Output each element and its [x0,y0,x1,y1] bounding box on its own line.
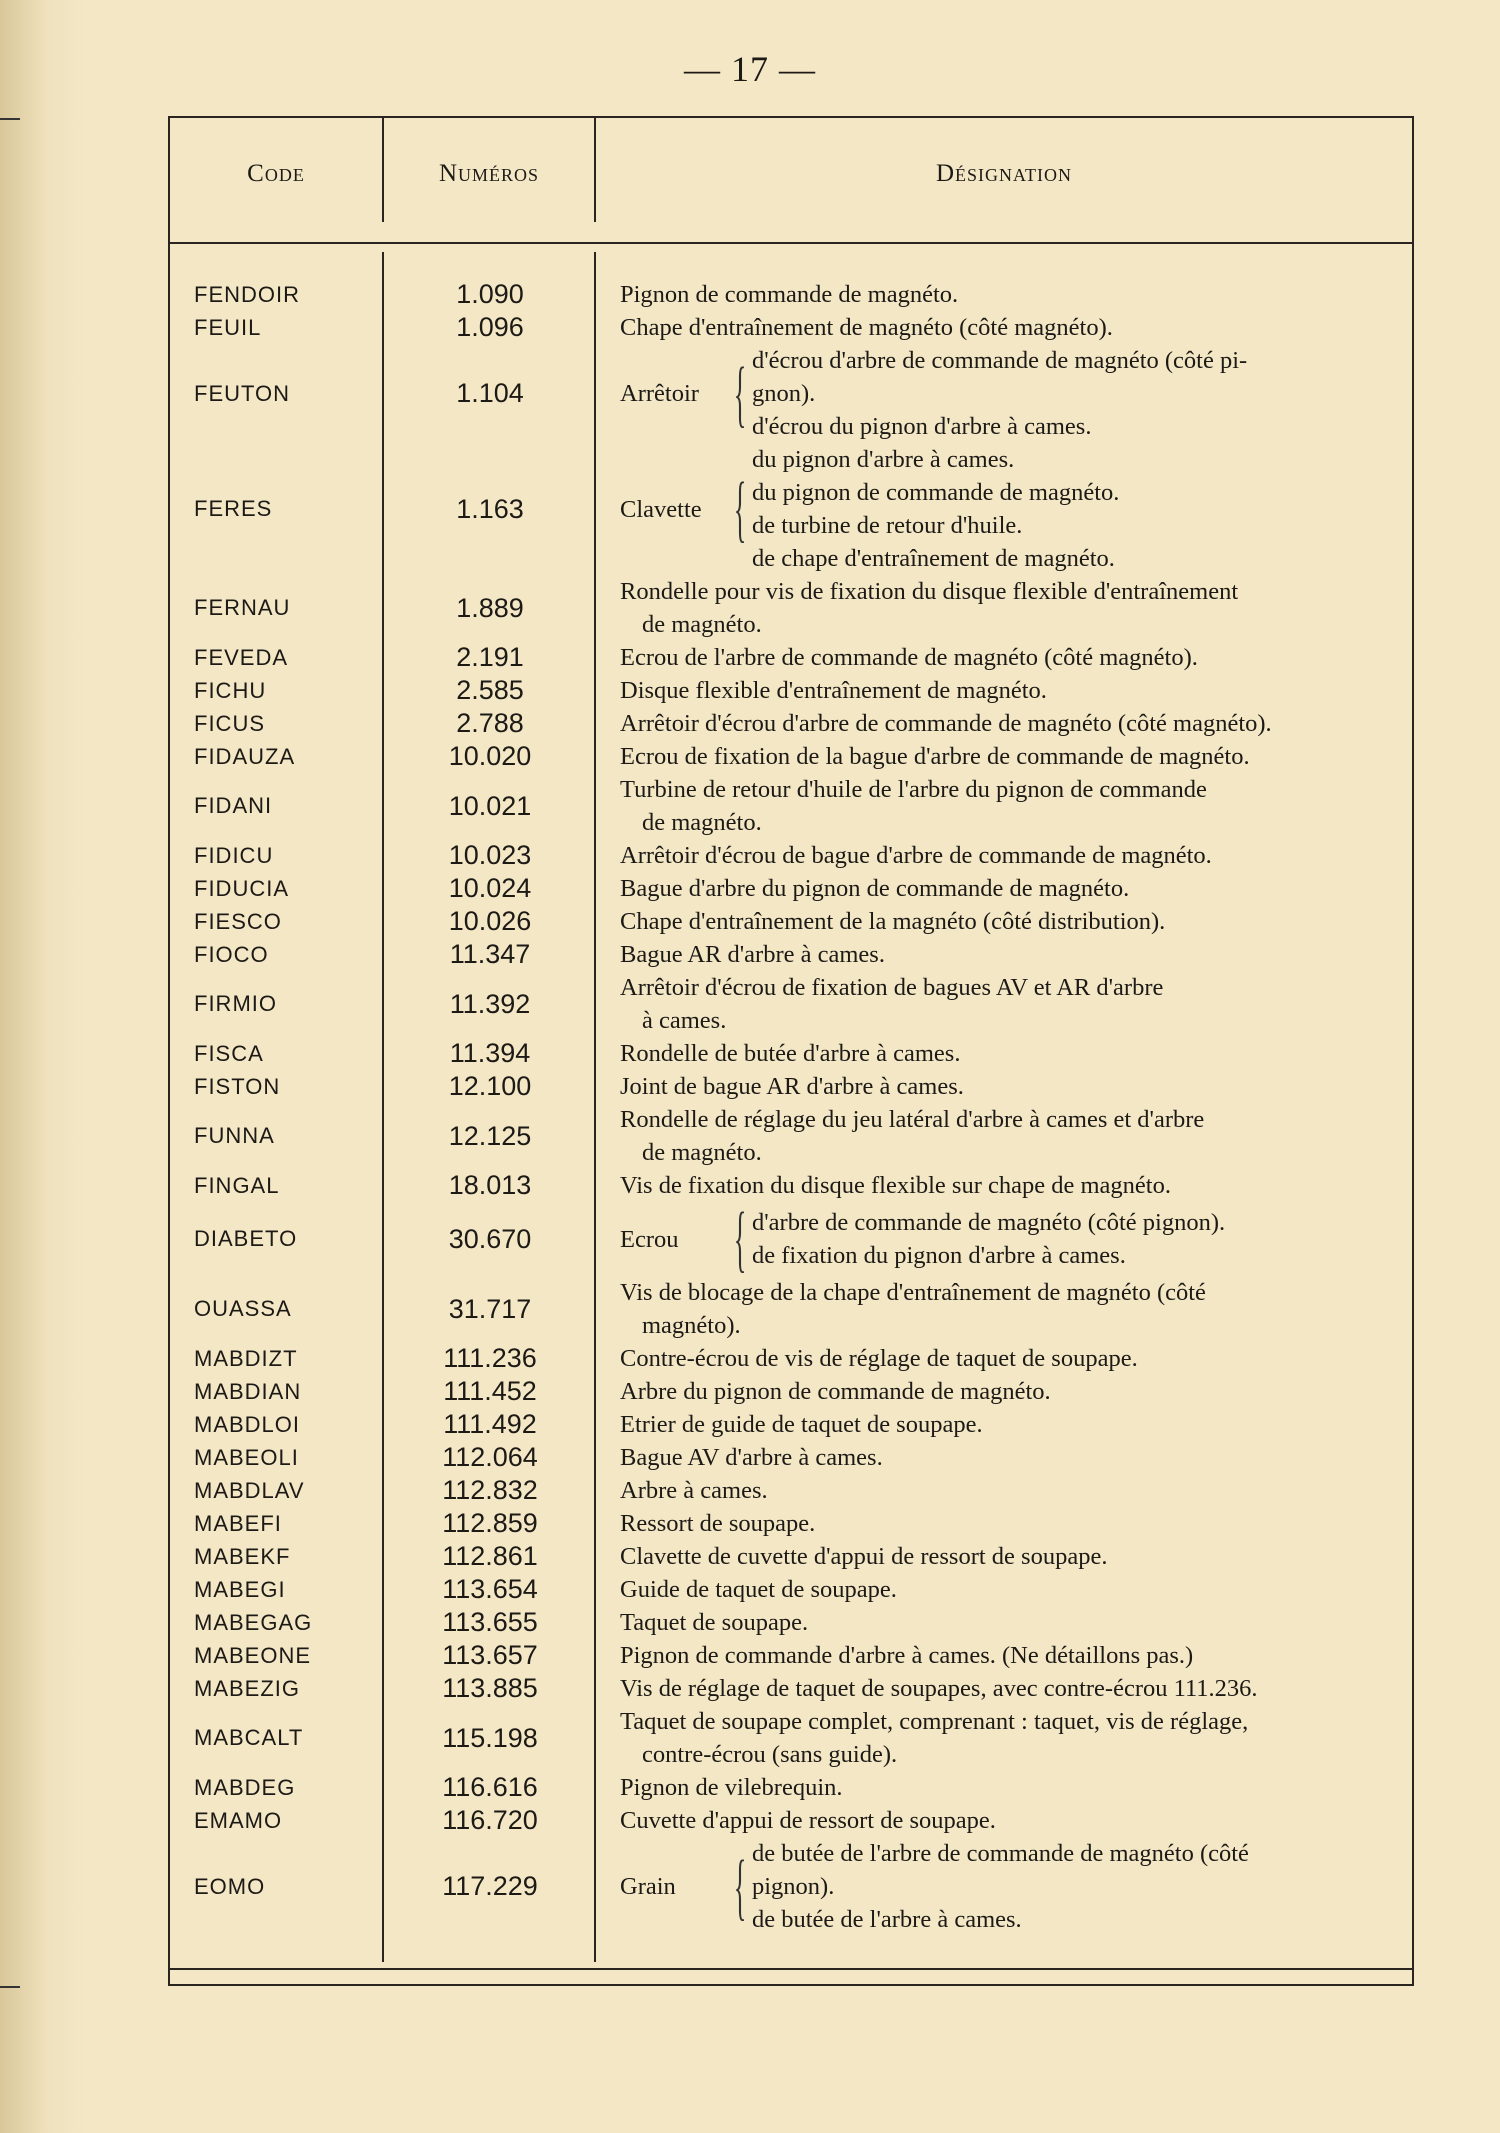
designation-continuation: contre-écrou (sans guide). [642,1741,898,1768]
bottom-rule [170,1968,1412,1970]
designation-cell [596,971,1412,1037]
group-item: d'écrou du pignon d'arbre à cames. [752,413,1092,440]
spine-line [0,1986,20,1988]
designation-line: Pignon de commande d'arbre à cames. (Ne détaillons pas.) [620,1642,1194,1669]
group-item: de butée de l'arbre de commande de magnéto (côté [752,1840,1249,1867]
code-cell: FEUTON [194,380,291,406]
table-row [170,1474,1412,1507]
code-cell: MABEKF [194,1543,291,1569]
designation-line: Joint de bague AR d'arbre à cames. [620,1073,964,1100]
table-row [170,1408,1412,1441]
number-cell: 12.100 [448,1071,532,1101]
number-cell: 10.024 [448,873,532,903]
designation-cell [596,278,1412,311]
table-row [170,1705,1412,1771]
number-cell: 2.585 [456,675,524,705]
number-cell: 113.655 [442,1607,538,1637]
number-cell: 111.492 [443,1409,537,1439]
designation-cell [596,1474,1412,1507]
group-items [752,344,1390,443]
designation-continuation: de magnéto. [642,809,762,836]
number-cell: 1.889 [456,592,524,623]
designation-group [620,443,1390,575]
designation-cell [596,1507,1412,1540]
number-cell: 11.392 [449,988,531,1019]
designation-line: Ecrou de l'arbre de commande de magnéto (côté magnéto). [620,644,1198,671]
designation-line: Vis de blocage de la chape d'entraînement de magnéto (côté [620,1279,1206,1306]
designation-cell [596,872,1412,905]
table-row [170,1441,1412,1474]
group-label: Arrêtoir [620,380,699,407]
header-designation: Désignation [935,160,1073,187]
number-cell: 112.861 [442,1541,538,1571]
header-rule [170,242,1412,244]
designation-cell [596,1070,1412,1103]
code-cell: FEUIL [194,314,262,340]
designation-line: Bague AR d'arbre à cames. [620,941,885,968]
designation-cell [596,1672,1412,1705]
group-item: d'écrou d'arbre de commande de magnéto (côté pi- [752,347,1248,374]
designation-line: Pignon de commande de magnéto. [620,281,959,308]
designation-continuation: de magnéto. [642,611,762,638]
designation-cell [596,1103,1412,1169]
page-number: — 17 — [684,49,816,89]
code-cell: FUNNA [194,1123,275,1148]
table-row [170,1070,1412,1103]
designation-line: Arrêtoir d'écrou de bague d'arbre de commande de magnéto. [620,842,1212,869]
designation-cell [596,1705,1412,1771]
table-row [170,707,1412,740]
number-cell: 117.229 [442,1871,538,1901]
number-cell: 10.020 [448,741,532,771]
designation-line: Disque flexible d'entraînement de magnéto. [620,677,1047,704]
code-cell: FICUS [194,710,265,736]
table-row [170,1804,1412,1837]
table-row [170,1276,1412,1342]
number-cell: 10.021 [448,790,532,821]
group-item: gnon). [752,380,816,407]
group-item: du pignon d'arbre à cames. [752,446,1015,473]
designation-cell [596,641,1412,674]
designation-cell [596,1408,1412,1441]
code-cell: FISCA [194,1040,264,1066]
designation-line: Contre-écrou de vis de réglage de taquet de soupape. [620,1345,1138,1372]
designation-line: Rondelle pour vis de fixation du disque flexible d'entraînement [620,578,1239,605]
number-cell: 113.654 [442,1574,538,1604]
designation-cell [596,1169,1412,1202]
number-cell: 2.788 [456,708,524,738]
number-cell: 1.090 [456,279,524,309]
group-label: Grain [620,1873,676,1900]
designation-cell [596,740,1412,773]
code-cell: MABDIZT [194,1345,298,1371]
number-cell: 116.616 [442,1772,538,1802]
table-row [170,1606,1412,1639]
designation-cell [596,1540,1412,1573]
brace-symbol: { [733,352,747,435]
header-code: Code [247,160,305,187]
number-cell: 113.885 [442,1673,538,1703]
table-row [170,1198,1412,1280]
brace-symbol: { [733,1198,747,1280]
code-cell: MABDLAV [194,1477,305,1503]
code-cell: MABEONE [194,1642,312,1668]
designation-cell [596,1606,1412,1639]
code-cell: FERNAU [194,595,291,620]
code-cell: MABEOLI [194,1444,299,1470]
designation-group [620,1837,1390,1936]
table-row [170,1837,1412,1936]
table-row [170,1540,1412,1573]
group-items [752,1206,1390,1272]
designation-line: Arbre du pignon de commande de magnéto. [620,1378,1051,1405]
designation-line: Arrêtoir d'écrou d'arbre de commande de magnéto (côté magnéto). [620,710,1272,737]
table-row [170,839,1412,872]
table-row [170,1507,1412,1540]
designation-line: Etrier de guide de taquet de soupape. [620,1411,983,1438]
designation-line: Turbine de retour d'huile de l'arbre du pignon de commande [620,776,1207,803]
designation-cell [596,344,1412,443]
designation-cell [596,1771,1412,1804]
code-cell: FEVEDA [194,644,289,670]
code-cell: FICHU [194,677,267,703]
group-items [752,1837,1390,1936]
code-cell: MABEZIG [194,1675,301,1701]
code-cell: MABDEG [194,1774,296,1800]
number-cell: 111.452 [443,1376,537,1406]
group-items [752,443,1390,575]
header-numeros: Numéros [438,160,540,187]
designation-cell [596,839,1412,872]
table-row [170,575,1412,641]
group-item: de chape d'entraînement de magnéto. [752,545,1115,572]
designation-line: Arbre à cames. [620,1477,768,1504]
table-row [170,443,1412,575]
code-cell: EOMO [194,1873,266,1899]
table-row [170,938,1412,971]
group-item: de turbine de retour d'huile. [752,512,1023,539]
group-item: d'arbre de commande de magnéto (côté pignon). [752,1209,1226,1236]
number-cell: 1.096 [456,312,524,342]
code-cell: FENDOIR [194,281,300,307]
designation-cell [596,905,1412,938]
brace-symbol: { [733,1845,747,1928]
parts-table [168,116,1414,1986]
spine-line [0,118,20,120]
designation-group [620,1198,1390,1280]
table-row [170,641,1412,674]
designation-continuation: de magnéto. [642,1139,762,1166]
group-item: de fixation du pignon d'arbre à cames. [752,1242,1126,1269]
number-cell: 10.023 [448,840,532,870]
table-row [170,1037,1412,1070]
designation-cell [596,1342,1412,1375]
table-body [170,278,1412,1936]
designation-line: Ecrou de fixation de la bague d'arbre de commande de magnéto. [620,743,1250,770]
designation-line: Taquet de soupape complet, comprenant : taquet, vis de réglage, [620,1708,1249,1735]
designation-cell [596,773,1412,839]
designation-line: Clavette de cuvette d'appui de ressort de soupape. [620,1543,1108,1570]
number-cell: 113.657 [442,1640,538,1670]
designation-line: Bague AV d'arbre à cames. [620,1444,883,1471]
designation-cell [596,1837,1412,1936]
table-row [170,1103,1412,1169]
table-row [170,773,1412,839]
table-row [170,1375,1412,1408]
number-cell: 18.013 [448,1170,532,1200]
group-item: pignon). [752,1873,835,1900]
number-cell: 112.859 [442,1508,538,1538]
code-cell: FIRMIO [194,991,277,1016]
table-row [170,1342,1412,1375]
table-row [170,1573,1412,1606]
number-cell: 112.832 [442,1475,538,1505]
number-cell: 112.064 [442,1442,538,1472]
code-cell: MABDLOI [194,1411,301,1437]
designation-cell [596,1639,1412,1672]
number-cell: 12.125 [448,1120,532,1151]
table-row [170,1672,1412,1705]
number-cell: 116.720 [442,1805,538,1835]
code-cell: FIDUCIA [194,875,289,901]
number-cell: 111.236 [443,1343,537,1373]
group-label: Clavette [620,495,702,523]
designation-continuation: magnéto). [642,1312,741,1339]
code-cell: FIDANI [194,793,273,818]
designation-line: Chape d'entraînement de magnéto (côté magnéto). [620,314,1113,341]
designation-line: Arrêtoir d'écrou de fixation de bagues AV et AR d'arbre [620,974,1164,1001]
designation-line: Pignon de vilebrequin. [620,1774,843,1801]
number-cell: 11.347 [449,939,531,969]
designation-line: Ressort de soupape. [620,1510,816,1537]
group-item: du pignon de commande de magnéto. [752,479,1120,506]
table-row [170,674,1412,707]
group-label: Ecrou [620,1225,679,1253]
designation-line: Taquet de soupape. [620,1609,809,1636]
table-row [170,872,1412,905]
designation-cell [596,1037,1412,1070]
designation-cell [596,443,1412,575]
group-item: de butée de l'arbre à cames. [752,1906,1022,1933]
table-row [170,1639,1412,1672]
number-cell: 10.026 [448,906,532,936]
designation-cell [596,938,1412,971]
number-cell: 11.394 [449,1038,531,1068]
designation-line: Rondelle de réglage du jeu latéral d'arbre à cames et d'arbre [620,1106,1205,1133]
designation-group [620,344,1390,443]
number-cell: 30.670 [448,1223,532,1254]
code-cell: DIABETO [194,1226,298,1251]
number-cell: 31.717 [448,1293,532,1324]
table-row [170,278,1412,311]
code-cell: MABCALT [194,1725,304,1750]
designation-cell [596,1198,1412,1280]
code-cell: MABEGAG [194,1609,313,1635]
designation-cell [596,1375,1412,1408]
table-row [170,1169,1412,1202]
designation-line: Vis de réglage de taquet de soupapes, avec contre-écrou 111.236. [620,1675,1258,1702]
designation-cell [596,311,1412,344]
code-cell: MABEFI [194,1510,282,1536]
designation-cell [596,575,1412,641]
designation-cell [596,1573,1412,1606]
designation-cell [596,707,1412,740]
table-row [170,971,1412,1037]
code-cell: FIESCO [194,908,282,934]
designation-cell [596,674,1412,707]
code-cell: FINGAL [194,1172,280,1198]
code-cell: EMAMO [194,1807,283,1833]
designation-continuation: à cames. [642,1007,727,1034]
table-row [170,311,1412,344]
number-cell: 2.191 [456,642,524,672]
designation-cell [596,1276,1412,1342]
code-cell: FIOCO [194,941,269,967]
code-cell: MABEGI [194,1576,286,1602]
code-cell: FIDICU [194,842,274,868]
code-cell: OUASSA [194,1296,292,1321]
brace-symbol: { [733,468,747,550]
number-cell: 115.198 [442,1722,538,1753]
table-row [170,1771,1412,1804]
designation-cell [596,1441,1412,1474]
code-cell: FISTON [194,1073,281,1099]
table-row [170,905,1412,938]
number-cell: 1.163 [456,493,524,524]
designation-line: Vis de fixation du disque flexible sur chape de magnéto. [620,1172,1171,1199]
designation-cell [596,1804,1412,1837]
code-cell: FIDAUZA [194,743,296,769]
table-row [170,740,1412,773]
book-spine-shadow [0,0,86,2133]
designation-line: Rondelle de butée d'arbre à cames. [620,1040,961,1067]
designation-line: Chape d'entraînement de la magnéto (côté distribution). [620,908,1166,935]
number-cell: 1.104 [456,378,524,408]
designation-line: Guide de taquet de soupape. [620,1576,897,1603]
designation-line: Cuvette d'appui de ressort de soupape. [620,1807,996,1834]
code-cell: MABDIAN [194,1378,302,1404]
designation-line: Bague d'arbre du pignon de commande de magnéto. [620,875,1130,902]
code-cell: FERES [194,496,273,521]
table-row [170,344,1412,443]
